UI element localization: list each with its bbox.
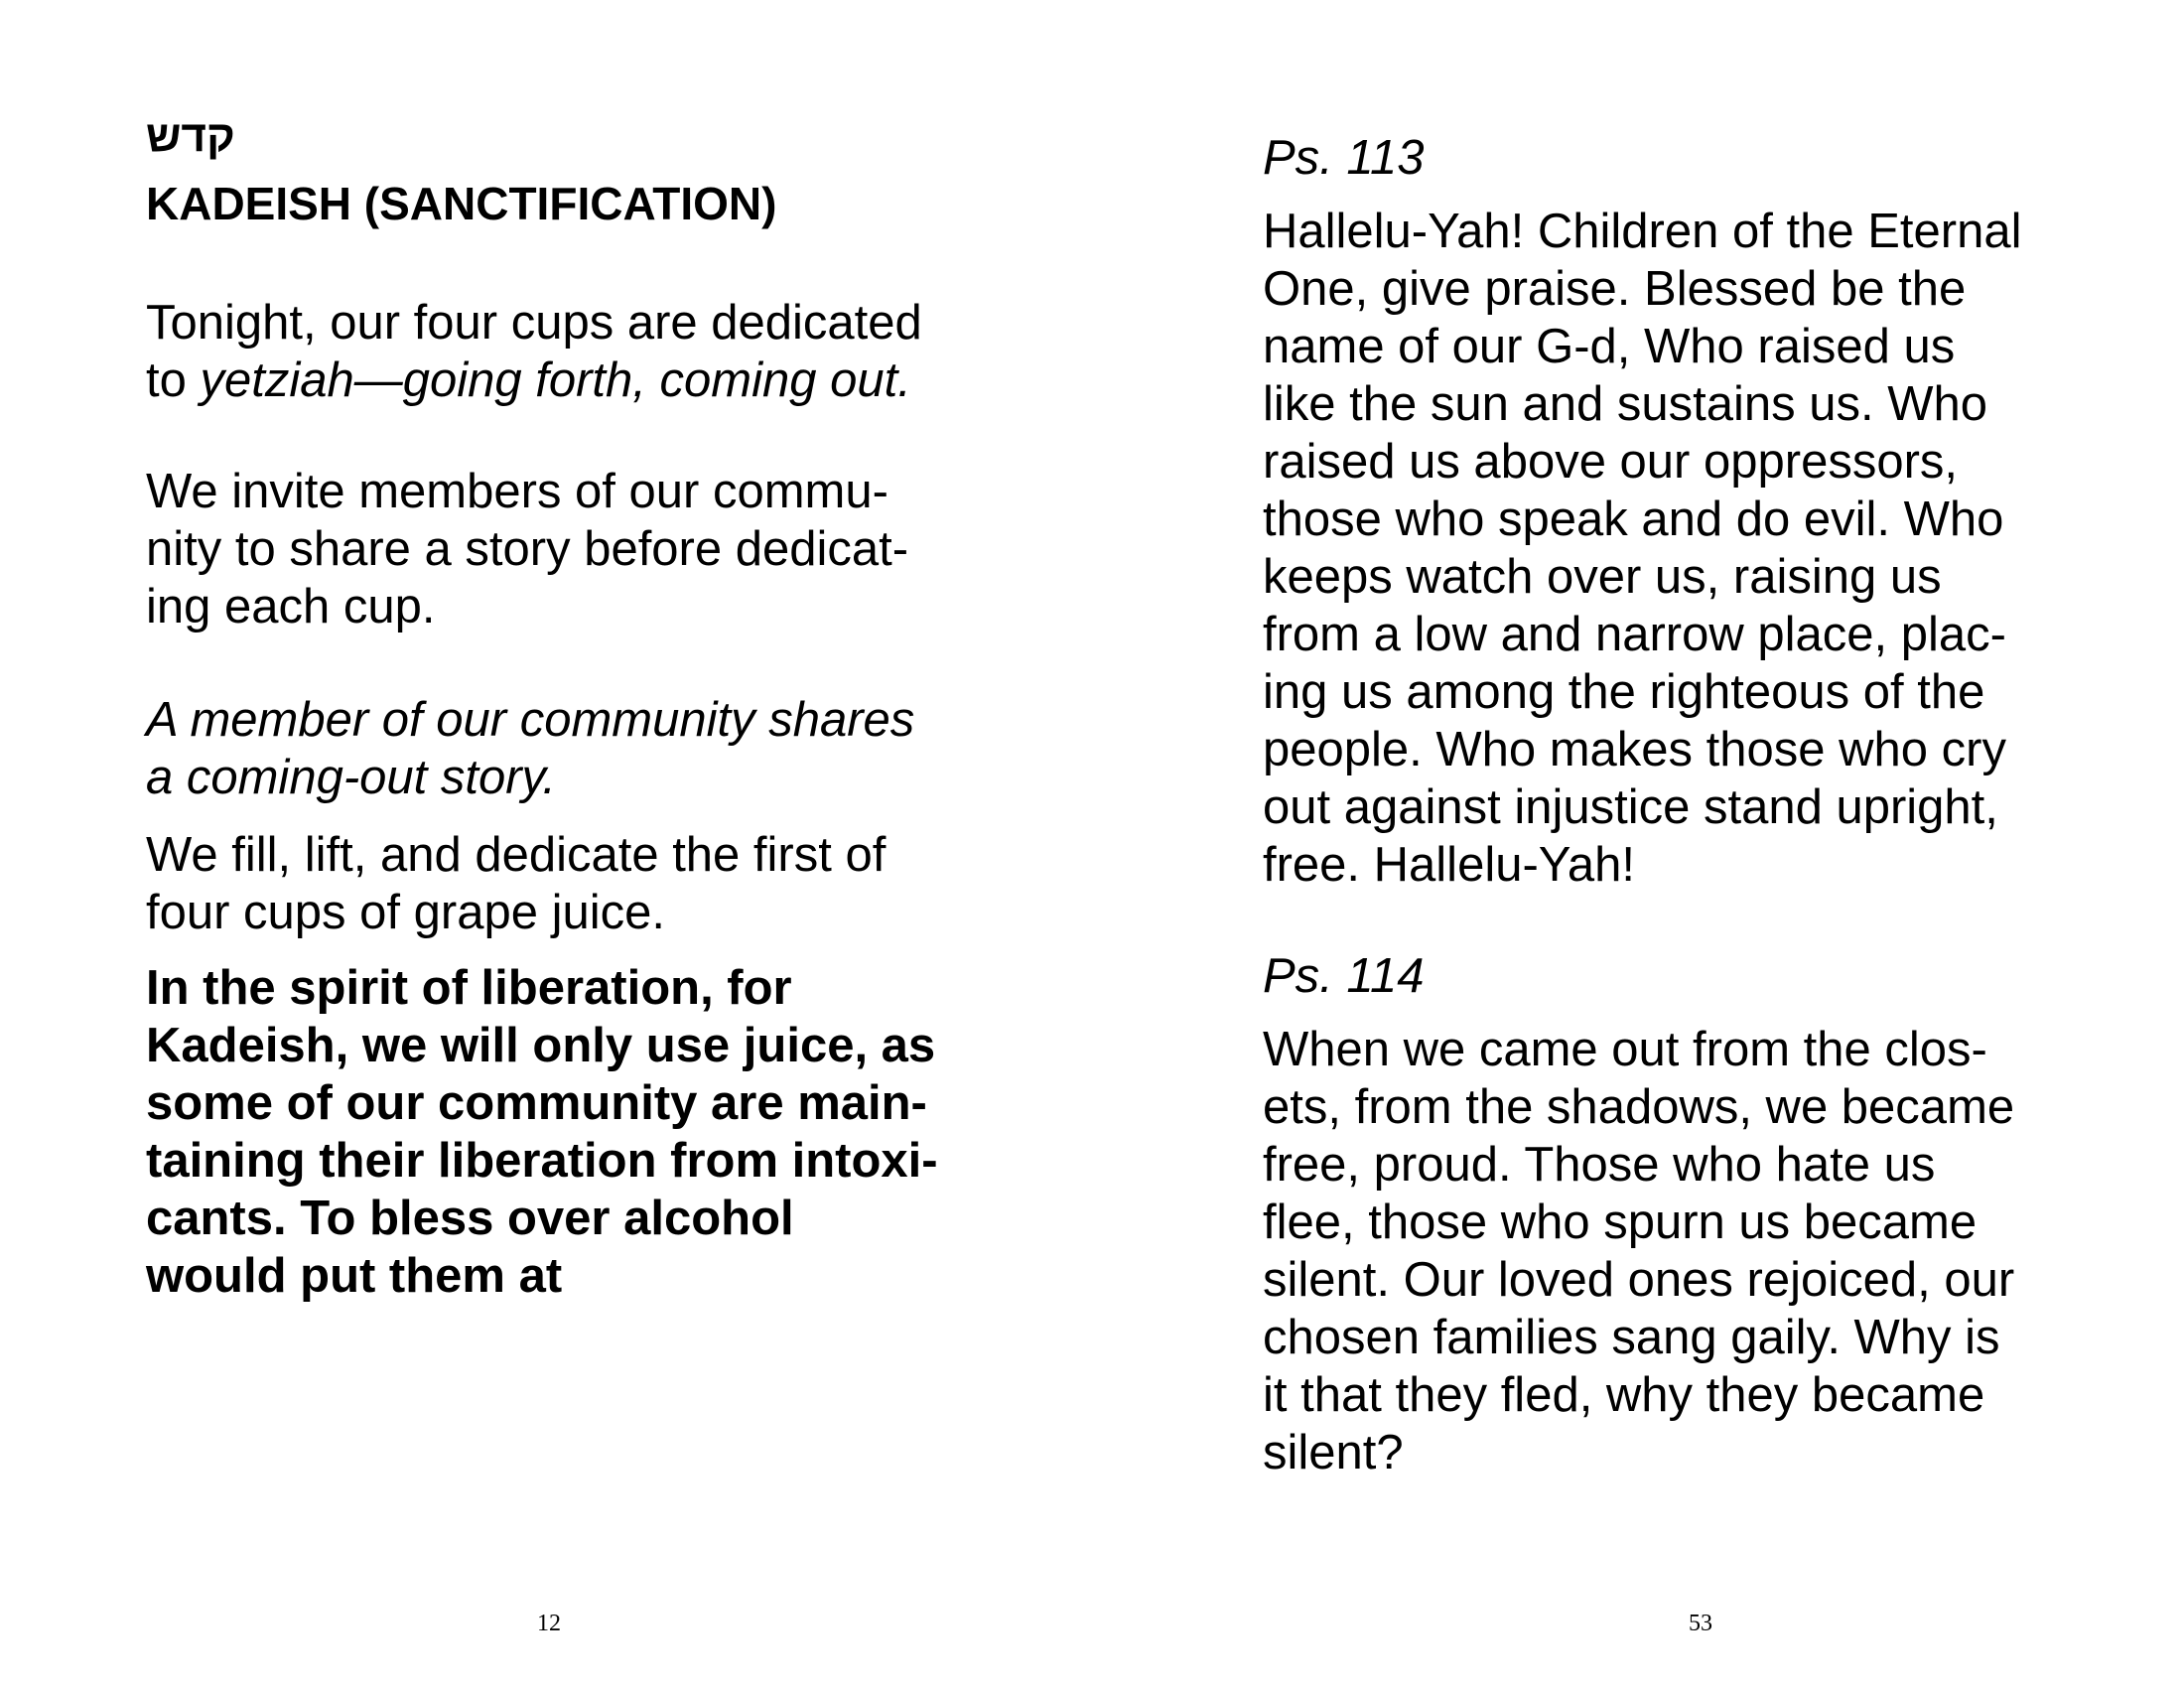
paragraph-fill-lift [146, 826, 1000, 941]
text-line: some of our community are main- [146, 1076, 927, 1130]
text-line: ets, from the shadows, we became [1263, 1080, 2015, 1134]
right-page [1092, 0, 2184, 1688]
text-line-prefix: to [146, 353, 201, 407]
text-line: Hallelu-Yah! Children of the Eternal [1263, 205, 2022, 258]
text-line: four cups of grape juice. [146, 886, 665, 939]
text-line: ing us among the righteous of the [1263, 665, 1985, 719]
text-line: out against injustice stand upright, [1263, 780, 1998, 834]
text-line: name of our G-d, Who raised us [1263, 320, 1956, 373]
yetziah-italic-text: yetziah—going forth, coming out. [200, 353, 911, 407]
text-line: silent? [1263, 1426, 1404, 1479]
text-line: We fill, lift, and dedicate the first of [146, 828, 887, 882]
right-page-text-column [1263, 129, 2116, 1481]
text-line: A member of our community shares [146, 693, 915, 747]
text-line: In the spirit of liberation, for [146, 961, 792, 1015]
text-line: Kadeish, we will only use juice, as [146, 1019, 936, 1072]
paragraph-member-shares [146, 691, 1000, 806]
text-line: nity to share a story before dedicat- [146, 522, 909, 576]
text-line: would put them at [146, 1249, 563, 1303]
psalm-113-text [1263, 203, 2116, 894]
text-line: When we came out from the clos- [1263, 1023, 1987, 1076]
text-line: like the sun and sustains us. Who [1263, 377, 1987, 431]
text-line: it that they fled, why they became [1263, 1368, 1985, 1422]
text-line: taining their liberation from intoxi- [146, 1134, 938, 1188]
text-line: ing each cup. [146, 580, 436, 633]
text-line: free. Hallelu-Yah! [1263, 838, 1635, 892]
text-line: cants. To bless over alcohol [146, 1192, 794, 1245]
text-line: chosen families sang gaily. Why is [1263, 1311, 2000, 1364]
text-line: Tonight, our four cups are dedicated [146, 296, 922, 350]
page-number: 53 [1689, 1611, 1712, 1636]
paragraph-invite-members [146, 463, 1000, 635]
text-line: We invite members of our commu- [146, 465, 888, 518]
text-line: silent. Our loved ones rejoiced, our [1263, 1253, 2015, 1307]
text-line: keeps watch over us, raising us [1263, 550, 1942, 604]
text-line: raised us above our oppressors, [1263, 435, 1958, 489]
page-number: 12 [537, 1611, 561, 1636]
hebrew-heading: קדש [146, 112, 235, 161]
paragraph-spirit-of-liberation [146, 959, 1000, 1305]
text-line: a coming-out story. [146, 751, 557, 804]
text-line: flee, those who spurn us became [1263, 1196, 1978, 1249]
section-title: KADEISH (SANCTIFICATION) [146, 178, 777, 229]
psalm-114-text [1263, 1021, 2116, 1481]
left-page-text-column [146, 107, 1000, 1305]
text-line: from a low and narrow place, plac- [1263, 608, 2006, 661]
paragraph-cups-dedication [146, 294, 1000, 409]
psalm-113-heading: Ps. 113 [1263, 131, 1425, 185]
psalm-114-heading: Ps. 114 [1263, 949, 1425, 1003]
text-line: free, proud. Those who hate us [1263, 1138, 1936, 1192]
text-line: One, give praise. Blessed be the [1263, 262, 1967, 316]
text-line: people. Who makes those who cry [1263, 723, 2006, 776]
text-line: those who speak and do evil. Who [1263, 492, 2004, 546]
